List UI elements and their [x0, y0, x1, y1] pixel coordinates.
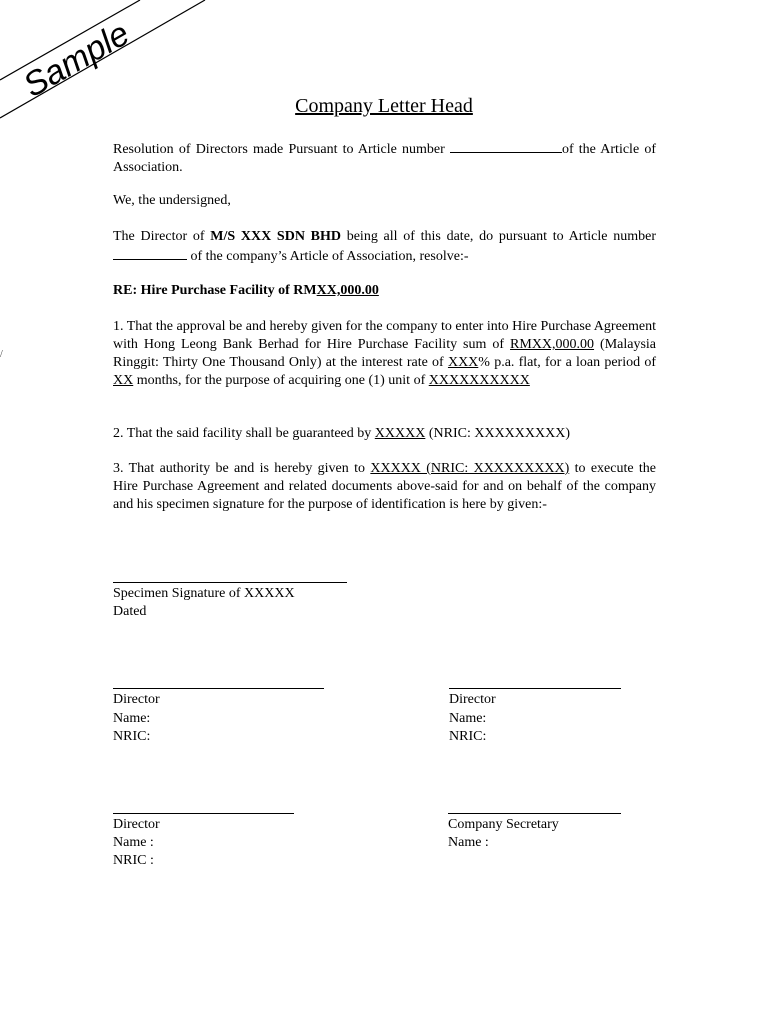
watermark-text: Sample [17, 14, 136, 105]
clause-2: 2. That the said facility shall be guaranteed by XXXXX (NRIC: XXXXXXXXX) [113, 426, 570, 441]
margin-mark: / [0, 349, 3, 360]
director-2-role: Director [449, 692, 496, 707]
re-heading: RE: Hire Purchase Facility of RMXX,000.00 [113, 283, 379, 298]
director-2-name: Name: [449, 711, 487, 726]
loan-period: XX [113, 373, 134, 388]
director-3-name: Name : [113, 835, 154, 850]
director-2-signature-line [449, 688, 621, 689]
secretary-role: Company Secretary [448, 817, 559, 832]
re-amount: XX,000.00 [316, 283, 379, 298]
secretary-signature-line [448, 813, 621, 814]
director-2-nric: NRIC: [449, 729, 487, 744]
undersigned-line: We, the undersigned, [113, 193, 231, 208]
specimen-signature-line [113, 582, 347, 583]
article-blank [113, 246, 187, 260]
company-name: M/S XXX SDN BHD [210, 229, 341, 244]
guarantor-name: XXXXX [374, 426, 426, 441]
specimen-dated-label: Dated [113, 604, 147, 619]
facility-amount: RMXX,000.00 [510, 337, 595, 352]
director-3-nric: NRIC : [113, 853, 154, 868]
director-3-signature-line [113, 813, 294, 814]
director-1-nric: NRIC: [113, 729, 151, 744]
director-3-role: Director [113, 817, 160, 832]
company-letterhead-title: Company Letter Head [295, 95, 473, 117]
director-paragraph: The Director of M/S XXX SDN BHD being all of this date, do pursuant to Article number of the company’s Article of Association, resolve:- [113, 229, 656, 264]
director-1-name: Name: [113, 711, 151, 726]
secretary-name: Name : [448, 835, 489, 850]
director-1-signature-line [113, 688, 324, 689]
clause-3: 3. That authority be and is hereby given to XXXXX (NRIC: XXXXXXXXX) to execute the Hire Purchase Agreement and related documents above-said for and on behalf of the company and his specimen signature for the purpose of identification is here by given:- [113, 461, 657, 512]
interest-rate: XXX [447, 355, 479, 370]
clause-1: 1. That the approval be and hereby given for the company to enter into Hire Purchase Agreement with Hong Leong Bank Berhad for Hire Purchase Facility sum of RMXX,000.00 (Malaysia Ringgit: Thirty One Thousand Only) at the interest rate of XXX% p.a. flat, for a loan period of XX months, for the purpose of acquiring one (1) unit of XXXXXXXXXX [113, 319, 657, 388]
authorized-person: XXXXX (NRIC: XXXXXXXXX) [370, 461, 570, 476]
article-number-blank [450, 139, 562, 153]
unit-description: XXXXXXXXXX [428, 373, 530, 388]
director-1-role: Director [113, 692, 160, 707]
resolution-intro: Resolution of Directors made Pursuant to Article number of the Article of Association. [113, 139, 656, 177]
specimen-signature-label: Specimen Signature of XXXXX [113, 586, 295, 601]
